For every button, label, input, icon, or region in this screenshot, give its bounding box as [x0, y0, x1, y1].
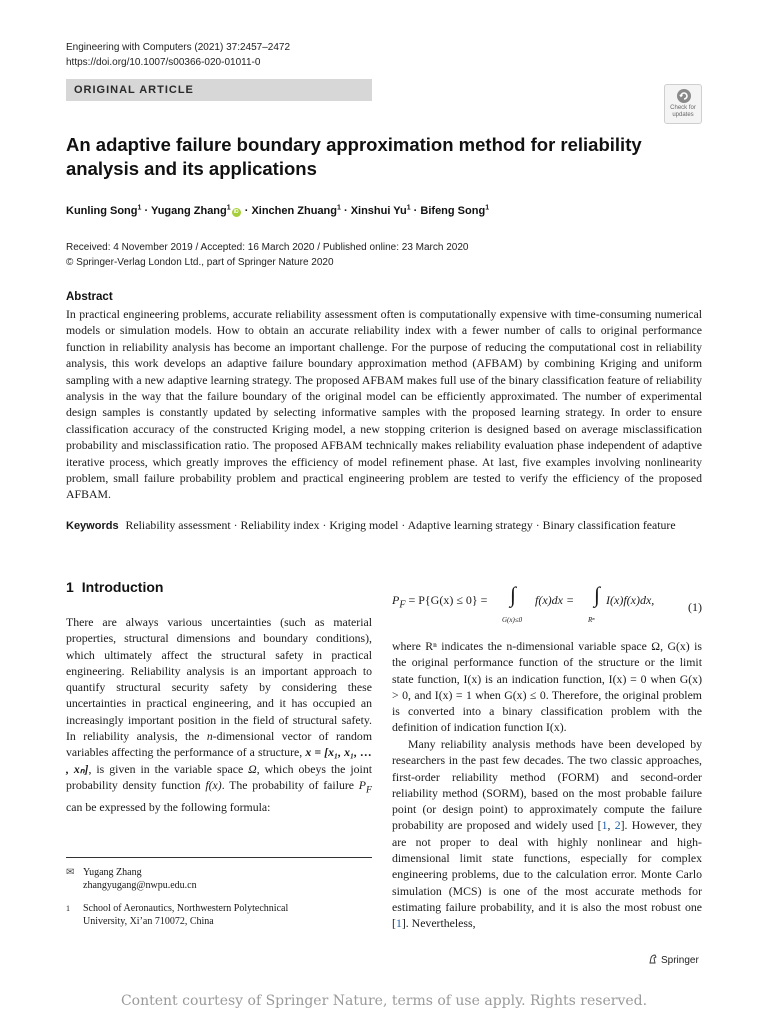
- math-vector: x = [x₁, x₁, … , xₙ]: [66, 745, 372, 776]
- math-pf: P: [358, 777, 366, 792]
- article-type-banner: ORIGINAL ARTICLE: [66, 79, 372, 101]
- right-paragraph-1: where Rⁿ indicates the n-dimensional variable space Ω, G(x) is the original performance function of the structure or the limit state function, I(x) is an indication function, I(x) = 0 when G(x) > 0, and I(x) = 1 when G(x) ≤ 0. Therefore, the original problem is converted into a binary classification problem with the definition of indication function I(x).: [392, 639, 702, 735]
- keywords-label: Keywords: [66, 520, 119, 532]
- affiliation-mark: 1: [66, 904, 70, 913]
- integral-limit-2: Rⁿ: [588, 616, 595, 624]
- text-run: There are always various uncertainties (such as material properties, structural dimensions and boundary conditions), which ultimately affect the structural safety in practical engineering. Reliability analysis is an important approach to quantify structural security safety by considering these uncertainties in practical engineering, and it has occupied an increasingly important position in the field of structural safety. In reliability analysis, the: [66, 615, 372, 744]
- citation-link[interactable]: 2: [614, 818, 621, 833]
- badge-line-2: updates: [672, 112, 694, 118]
- author-name[interactable]: Bifeng Song: [420, 205, 486, 217]
- publisher-name: Springer: [661, 955, 699, 966]
- equation-number: (1): [688, 600, 702, 614]
- math-n: n: [206, 729, 213, 744]
- text-run: Many reliability analysis methods have been developed by researchers in the past few decades. The two classic approaches, first-order reliability method (FORM) and second-order reliability method (SORM), based on the most probable failure point (or design point) to approximately compute the failure probability are proposed and widely used [: [392, 737, 702, 833]
- author-affiliation: 1: [406, 204, 411, 212]
- integral-sign: ∫: [594, 582, 601, 607]
- springer-horse-icon: [648, 954, 658, 964]
- badge-line-1: Check for: [670, 105, 696, 111]
- affiliation-line-1: School of Aeronautics, Northwestern Polytechnical: [83, 903, 289, 914]
- citation-link[interactable]: 1: [395, 916, 402, 931]
- eq-lhs-sub: F: [399, 599, 406, 611]
- abstract-heading: Abstract: [66, 291, 113, 303]
- author-name[interactable]: Xinshui Yu: [350, 205, 407, 217]
- math-fx: f(x): [205, 777, 222, 792]
- journal-doi[interactable]: https://doi.org/10.1007/s00366-020-01011-0: [66, 57, 261, 68]
- equation-expression: [392, 593, 487, 610]
- abstract-body: In practical engineering problems, accurate reliability assessment often is computationally expensive with time-consuming numerical models or simulation models. How to obtain an accurate reliability index with a fewer number of calls to original performance function in reliability analysis has become an important challenge. For the purpose of reducing the computational cost in reliability analysis, this work develops an adaptive failure boundary approximation method (AFBAM) by combining Kriging and uniform sampling with a new adaptive learning strategy. The proposed AFBAM makes full use of the binary classification feature of reliability analysis in the way that the failure boundary of the original model can be efficiently approximated. The number of experimental design samples is constantly updated by selecting informative samples with the proposed learning strategy. In order to ensure classification accuracy of the constructed Kriging model, a new stopping criterion is designed based on average misclassification probability and misclassification ratio. The proposed AFBAM technically makes reliability evaluation phase independent of adaptive iterative process, which greatly improves the efficiency of model refinement phase. At last, five examples involving nonlinearity problem, small failure probability problem and practical engineering problem are tested to verify the efficiency of the proposed AFBAM.: [66, 307, 702, 502]
- text-run: ]. Nevertheless,: [401, 916, 476, 931]
- refresh-icon: [676, 88, 692, 104]
- author-name[interactable]: Kunling Song: [66, 205, 138, 217]
- section-number: 1: [66, 579, 74, 595]
- courtesy-notice: Content courtesy of Springer Nature, terms of use apply. Rights reserved.: [120, 993, 648, 1009]
- text-run: ]. However, they are not proper to deal with highly nonlinear and high-dimensional limit state functions, especially for complex engineering problems, due to the calculation error. Monte Carlo simulation (MCS) is one of the most accurate methods for estimating failure probability, and it is also the most robust one [: [392, 818, 702, 931]
- check-for-updates-badge[interactable]: [664, 84, 702, 124]
- date-history: Received: 4 November 2019 / Accepted: 16 March 2020 / Published online: 23 March 2020: [66, 242, 469, 253]
- publication-dates: [66, 240, 468, 270]
- math-pf-sub: F: [365, 784, 372, 796]
- text-run: can be expressed by the following formula:: [66, 799, 271, 814]
- eq-lhs: P: [392, 593, 400, 607]
- publisher-logo: [648, 954, 699, 967]
- author-affiliation: 1: [337, 204, 341, 212]
- math-omega: Ω: [248, 761, 257, 776]
- affiliation-line-2: University, Xi’an 710072, China: [83, 916, 214, 927]
- corresponding-name: Yugang Zhang: [83, 867, 142, 878]
- integral-limit-1: G(x)≤0: [502, 616, 523, 624]
- keywords: [66, 517, 702, 535]
- section-heading-introduction: [66, 579, 163, 595]
- author-name[interactable]: Yugang Zhang: [150, 205, 227, 217]
- footnote-divider: [66, 857, 372, 858]
- copyright-line: © Springer-Verlag London Ltd., part of Springer Nature 2020: [66, 257, 334, 268]
- corresponding-email[interactable]: zhangyugang@nwpu.edu.cn: [83, 880, 197, 891]
- integrand-2: I(x)f(x)dx,: [606, 593, 655, 607]
- author-name[interactable]: Xinchen Zhuang: [251, 205, 337, 217]
- text-run: , is given in the variable space: [88, 761, 249, 776]
- text-run: ,: [607, 818, 615, 833]
- journal-citation: Engineering with Computers (2021) 37:2457–2472: [66, 42, 291, 53]
- author-affiliation: 1: [485, 204, 490, 212]
- eq-part1: = P{G(x) ≤ 0} =: [405, 593, 488, 607]
- intro-paragraph: [66, 614, 372, 815]
- text-run: -dimensional vector of random variables affecting the performance of a structure,: [66, 729, 372, 760]
- integrand-1: f(x)dx =: [535, 593, 575, 607]
- equation-1: [392, 584, 702, 628]
- article-title: An adaptive failure boundary approximation method for reliability analysis and its applications: [66, 134, 642, 179]
- author-affiliation: 1: [137, 204, 142, 212]
- author-affiliation: 1: [226, 204, 231, 212]
- section-title: Introduction: [81, 579, 164, 595]
- author-list: Kunling Song$^1$ · Yugang Zhang$^1$iD · Xinchen Zhuang$^1$ · Xinshui $Yu^1$ · Bifeng Song$^1$: [66, 204, 490, 217]
- integral-sign: ∫: [510, 582, 517, 607]
- keywords-text: Reliability assessment · Reliability index · Kriging model · Adaptive learning strategy · Binary classification feature: [125, 518, 676, 532]
- text-run: , which obeys the joint probability density function: [66, 761, 372, 792]
- orcid-icon[interactable]: iD: [233, 209, 239, 215]
- citation-link[interactable]: 1: [601, 818, 608, 833]
- text-run: . The probability of failure: [221, 777, 359, 792]
- envelope-icon[interactable]: ✉: [66, 867, 75, 878]
- right-paragraph-2: [392, 736, 702, 932]
- journal-header: [66, 40, 290, 70]
